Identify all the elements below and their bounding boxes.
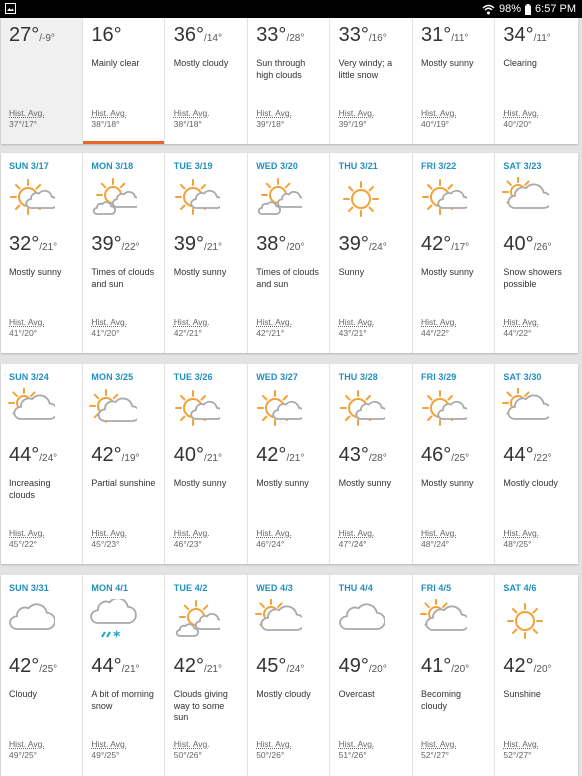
day-card[interactable] [248,575,330,776]
hist-avg-value: 38°/18° [91,118,120,129]
temperature [91,233,139,256]
hist-avg-value: 50°/26° [173,749,202,760]
historical-average [339,528,375,549]
historical-average [174,739,210,760]
mostly-cloudy-icon [501,388,549,432]
historical-average [256,108,292,129]
day-date: SUN 3/24 [9,372,49,382]
hist-avg-label: Hist. Avg. [421,108,457,118]
day-card[interactable] [166,575,248,776]
temperature [174,655,222,678]
historical-average [339,108,375,129]
historical-average [256,739,292,760]
day-date: SAT 3/23 [503,161,542,171]
low-temp: /16° [368,33,387,44]
low-temp: /25° [39,664,58,675]
hist-avg-value: 43°/21° [338,327,367,338]
day-card[interactable] [331,575,413,776]
low-temp: /-9° [39,33,55,44]
hist-avg-value: 39°/18° [256,118,285,129]
historical-average [174,528,210,549]
mostly-sunny-icon [254,388,302,432]
historical-average [91,317,127,338]
temperature [256,444,304,467]
day-date: FRI 4/5 [421,583,452,593]
mostly-sunny-icon [337,388,385,432]
hist-avg-label: Hist. Avg. [91,528,128,538]
temperature [9,24,55,47]
day-date: SAT 3/30 [503,372,542,382]
hist-avg-value: 44°/22° [503,327,532,338]
condition-text: Clouds giving way to some sun [173,689,228,722]
hist-avg-label: Hist. Avg. [173,528,210,538]
day-date: THU 3/21 [338,161,378,171]
status-bar [0,0,582,18]
low-temp: /20° [368,664,387,675]
hist-avg-label: Hist. Avg. [173,108,210,118]
hist-avg-label: Hist. Avg. [338,739,375,749]
historical-average [421,317,457,338]
high-temp: 31° [421,24,452,46]
sun-clouds-icon [254,177,302,221]
mostly-sunny-icon [419,388,467,432]
day-card[interactable] [1,364,83,564]
hist-avg-label: Hist. Avg. [91,108,128,118]
hist-avg-value: 52°/27° [503,749,532,760]
high-temp: 46° [421,444,452,466]
hist-avg-label: Hist. Avg. [9,739,45,749]
day-date: SUN 3/31 [9,583,49,593]
high-temp: 49° [338,655,369,677]
day-card[interactable] [413,18,495,144]
high-temp: 39° [338,233,369,255]
hist-avg-label: Hist. Avg. [173,317,210,327]
day-card[interactable] [83,575,165,776]
low-temp: /14° [204,33,222,44]
temperature [503,233,551,256]
low-temp: /21° [39,242,58,253]
condition-text: Times of clouds and sun [91,267,155,289]
hist-avg-value: 45°/22° [9,538,38,549]
high-temp: 40° [173,444,205,466]
hist-avg-value: 37°/17° [9,118,38,129]
day-card[interactable] [166,153,248,353]
day-card[interactable] [248,18,330,144]
day-card[interactable] [495,364,577,564]
high-temp: 42° [91,444,122,466]
low-temp: /24° [286,664,305,675]
hist-avg-value: 42°/21° [173,327,202,338]
condition-text: Mostly cloudy [503,478,558,488]
condition-text: Mostly sunny [173,478,227,488]
snow-icon [89,599,137,643]
day-card[interactable] [495,18,577,144]
day-card[interactable] [248,364,330,564]
low-temp: /11° [533,33,551,44]
sun-clouds-icon [172,599,220,643]
day-date: SAT 4/6 [503,583,537,593]
hist-avg-value: 46°/23° [173,538,202,549]
temperature [91,24,121,47]
hist-avg-value: 50°/26° [256,749,285,760]
hist-avg-label: Hist. Avg. [338,528,375,538]
gallery-icon [5,3,16,14]
temperature [174,233,222,256]
day-date: TUE 3/26 [173,372,213,382]
day-card[interactable] [495,575,577,776]
condition-text: Very windy; a little snow [338,58,393,80]
high-temp: 39° [173,233,205,255]
clock: 6:57 PM [535,3,576,15]
historical-average [421,739,457,760]
condition-text: Mostly sunny [421,267,474,277]
day-card[interactable] [413,575,495,776]
cloudy-icon [7,599,55,643]
hist-avg-label: Hist. Avg. [338,317,375,327]
high-temp: 34° [503,24,534,46]
condition-text: Snow showers possible [503,267,562,289]
partly-sunny-icon [89,388,137,432]
hist-avg-value: 41°/20° [9,327,38,338]
hist-avg-label: Hist. Avg. [503,739,540,749]
high-temp: 38° [256,233,287,255]
historical-average [503,108,539,129]
day-card[interactable] [331,153,413,353]
temperature [174,24,222,47]
day-card[interactable] [413,153,495,353]
temperature [339,233,387,256]
condition-text: Clearing [503,58,537,68]
hist-avg-value: 42°/21° [256,327,285,338]
condition-text: A bit of morning snow [91,689,154,711]
hist-avg-value: 48°/25° [503,538,532,549]
day-card[interactable] [1,18,83,144]
day-date: THU 3/28 [338,372,378,382]
day-date: SUN 3/17 [9,161,49,171]
historical-average [421,528,457,549]
hist-avg-label: Hist. Avg. [9,528,45,538]
temperature [421,24,468,47]
battery-icon [525,4,531,15]
low-temp: /17° [451,242,470,253]
mostly-cloudy-icon [419,599,467,643]
temperature [339,444,387,467]
condition-text: Partial sunshine [91,478,156,488]
day-card[interactable] [83,18,165,144]
day-date: WED 3/27 [256,372,299,382]
historical-average [9,317,45,338]
condition-text: Overcast [338,689,375,699]
historical-average [503,528,539,549]
hist-avg-value: 49°/25° [9,749,38,760]
high-temp: 41° [421,655,452,677]
hist-avg-value: 39°/19° [338,118,367,129]
low-temp: /19° [121,453,140,464]
day-card[interactable] [83,153,165,353]
day-date: THU 4/4 [338,583,373,593]
hist-avg-label: Hist. Avg. [421,739,457,749]
day-card[interactable] [331,364,413,564]
low-temp: /25° [451,453,470,464]
high-temp: 42° [9,655,40,677]
temperature [91,655,139,678]
historical-average [9,739,45,760]
mostly-cloudy-icon [254,599,302,643]
historical-average [174,317,210,338]
week-row [1,575,578,776]
condition-text: Sunshine [503,689,541,699]
hist-avg-label: Hist. Avg. [9,108,45,118]
high-temp: 45° [256,655,287,677]
day-card[interactable] [1,575,83,776]
historical-average [339,739,375,760]
condition-text: Mainly clear [91,58,140,68]
hist-avg-value: 48°/24° [421,538,450,549]
hist-avg-value: 46°/24° [256,538,285,549]
mostly-sunny-icon [172,388,220,432]
historical-average [91,528,127,549]
temperature [174,444,222,467]
high-temp: 44° [91,655,122,677]
temperature [421,444,469,467]
high-temp: 44° [9,444,40,466]
temperature [421,655,469,678]
mostly-sunny-icon [172,177,220,221]
hist-avg-label: Hist. Avg. [421,317,457,327]
hist-avg-label: Hist. Avg. [91,317,128,327]
mostly-sunny-icon [7,177,55,221]
condition-text: Sun through high clouds [256,58,306,80]
low-temp: /28° [286,33,305,44]
condition-text: Mostly sunny [9,267,62,277]
historical-average [256,317,292,338]
historical-average [9,528,45,549]
hist-avg-value: 40°/20° [503,118,532,129]
high-temp: 42° [256,444,287,466]
sun-clouds-icon [89,177,137,221]
day-date: MON 3/18 [91,161,134,171]
historical-average [9,108,45,129]
temperature [339,655,387,678]
hist-avg-label: Hist. Avg. [503,108,540,118]
condition-text: Becoming cloudy [421,689,462,711]
low-temp: /21° [204,242,222,253]
condition-text: Mostly cloudy [256,689,311,699]
high-temp: 42° [503,655,534,677]
week-row [1,18,578,144]
day-card[interactable] [166,364,248,564]
day-date: WED 4/3 [256,583,293,593]
historical-average [91,739,127,760]
hist-avg-value: 40°/19° [421,118,450,129]
day-date: TUE 3/19 [173,161,213,171]
low-temp: /28° [368,453,387,464]
hist-avg-value: 49°/25° [91,749,120,760]
condition-text: Mostly sunny [173,267,227,277]
temperature [256,24,304,47]
hist-avg-value: 52°/27° [421,749,450,760]
hist-avg-label: Hist. Avg. [173,739,210,749]
week-row [1,364,578,564]
day-date: WED 3/20 [256,161,299,171]
high-temp: 36° [173,24,205,46]
high-temp: 43° [338,444,369,466]
hist-avg-value: 44°/22° [421,327,450,338]
low-temp: /20° [533,664,552,675]
mostly-cloudy-icon [7,388,55,432]
low-temp: /20° [286,242,305,253]
low-temp: /22° [533,453,552,464]
day-card[interactable] [331,18,413,144]
historical-average [503,739,539,760]
historical-average [174,108,210,129]
hist-avg-label: Hist. Avg. [338,108,375,118]
temperature [9,655,57,678]
high-temp: 44° [503,444,534,466]
historical-average [421,108,457,129]
sunny-icon [337,177,385,221]
condition-text: Mostly cloudy [173,58,229,68]
temperature [339,24,387,47]
wifi-icon [482,4,495,15]
day-card[interactable] [413,364,495,564]
high-temp: 33° [256,24,287,46]
temperature [9,233,57,256]
low-temp: /21° [204,453,222,464]
low-temp: /21° [121,664,140,675]
day-date: FRI 3/29 [421,372,457,382]
day-date: MON 4/1 [91,583,129,593]
high-temp: 39° [91,233,122,255]
historical-average [339,317,375,338]
high-temp: 32° [9,233,40,255]
temperature [503,444,551,467]
low-temp: /22° [121,242,140,253]
historical-average [91,108,127,129]
high-temp: 42° [421,233,452,255]
day-card[interactable] [83,364,165,564]
mostly-sunny-icon [419,177,467,221]
low-temp: /11° [451,33,469,44]
temperature [256,655,304,678]
hist-avg-label: Hist. Avg. [91,739,128,749]
low-temp: /26° [533,242,552,253]
historical-average [256,528,292,549]
day-card[interactable] [495,153,577,353]
day-date: FRI 3/22 [421,161,457,171]
hist-avg-label: Hist. Avg. [256,739,292,749]
high-temp: 16° [91,24,122,46]
condition-text: Cloudy [9,689,38,699]
temperature [256,233,304,256]
hist-avg-label: Hist. Avg. [9,317,45,327]
high-temp: 40° [503,233,534,255]
low-temp: /21° [286,453,305,464]
low-temp: /24° [368,242,387,253]
condition-text: Times of clouds and sun [256,267,319,289]
condition-text: Increasing clouds [9,478,51,500]
temperature [91,444,139,467]
hist-avg-label: Hist. Avg. [256,528,292,538]
battery-percent: 98% [499,3,522,15]
day-card[interactable] [166,18,248,144]
week-row [1,153,578,353]
high-temp: 27° [9,24,40,46]
hist-avg-label: Hist. Avg. [503,528,540,538]
day-card[interactable] [1,153,83,353]
day-date: TUE 4/2 [173,583,208,593]
hist-avg-value: 51°/26° [338,749,367,760]
condition-text: Mostly sunny [421,58,474,68]
hist-avg-label: Hist. Avg. [503,317,540,327]
hist-avg-value: 41°/20° [91,327,120,338]
temperature [503,24,550,47]
condition-text: Mostly sunny [338,478,392,488]
low-temp: /21° [204,664,222,675]
hist-avg-label: Hist. Avg. [256,317,292,327]
hist-avg-label: Hist. Avg. [256,108,292,118]
svg-text:*: * [113,629,121,643]
condition-text: Mostly sunny [421,478,474,488]
mostly-cloudy-icon [501,177,549,221]
low-temp: /24° [39,453,58,464]
hist-avg-value: 38°/18° [173,118,202,129]
condition-text: Sunny [338,267,365,277]
temperature [503,655,551,678]
low-temp: /20° [451,664,470,675]
temperature [421,233,469,256]
hist-avg-value: 45°/23° [91,538,120,549]
hist-avg-value: 47°/24° [338,538,367,549]
high-temp: 42° [173,655,205,677]
condition-text: Mostly sunny [256,478,309,488]
sunny-icon [501,599,549,643]
hist-avg-label: Hist. Avg. [421,528,457,538]
temperature [9,444,57,467]
day-date: MON 3/25 [91,372,134,382]
cloudy-icon [337,599,385,643]
high-temp: 33° [338,24,369,46]
historical-average [503,317,539,338]
day-card[interactable] [248,153,330,353]
